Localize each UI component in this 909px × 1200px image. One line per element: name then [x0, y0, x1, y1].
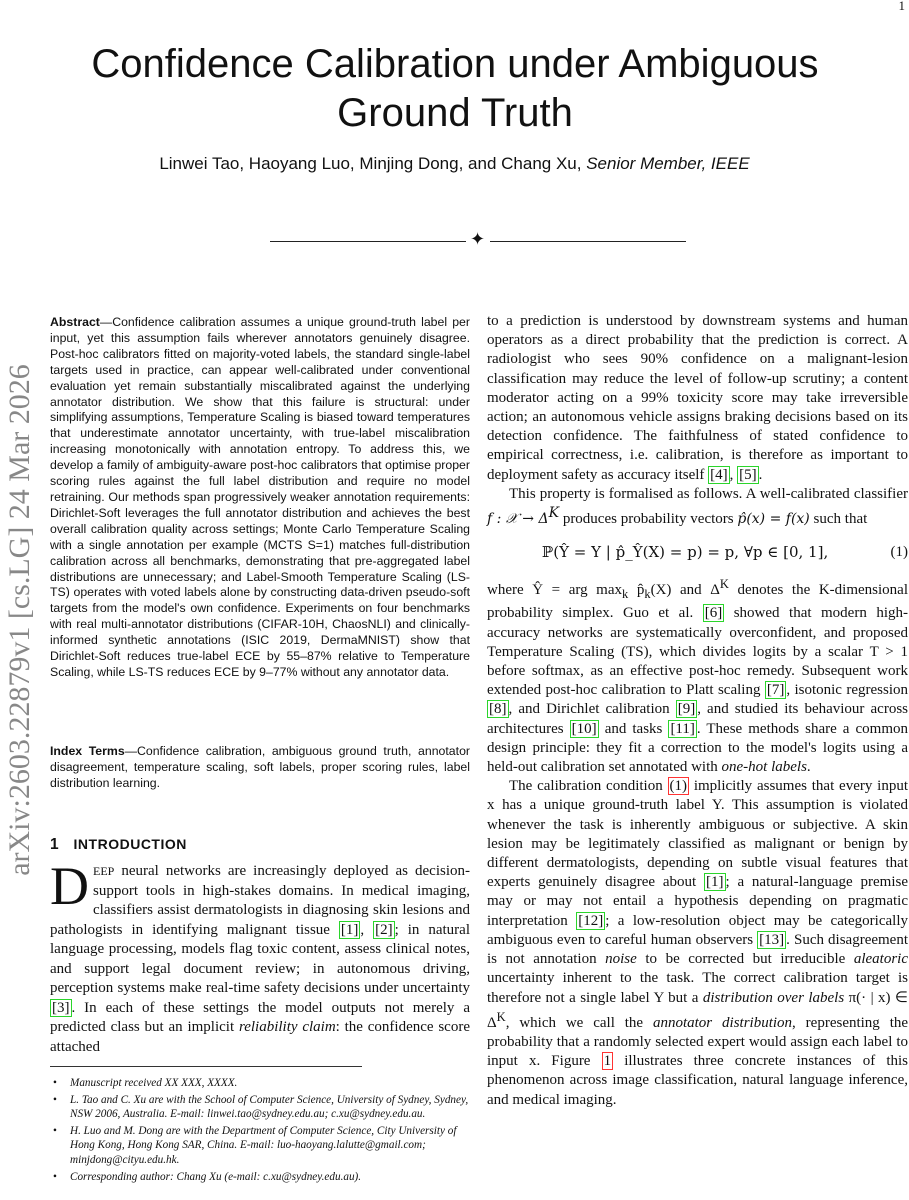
text: ; a low-resolution object may be categorically ambiguous even to careful human observers	[487, 912, 908, 948]
citation-link[interactable]: [4]	[710, 466, 728, 483]
arxiv-stamp: arXiv:2603.22879v1 [cs.LG] 24 Mar 2026	[3, 364, 36, 876]
emphasis: distribution over labels	[702, 989, 845, 1006]
ornament-rule-right	[490, 241, 686, 242]
page-number: 1	[898, 0, 905, 13]
text: ,	[729, 466, 738, 483]
text: .	[806, 759, 811, 776]
text: , which we call the	[505, 1014, 653, 1031]
text: , isotonic regression	[786, 682, 908, 699]
right-column	[487, 312, 908, 1110]
text: where Ŷ = arg max	[487, 582, 622, 599]
math: f : 𝒳 → Δ	[487, 511, 549, 528]
text: ; a natural-language premise may or may not entail a hypothesis depending on pragmatic interpretation	[487, 874, 909, 929]
citation-link[interactable]: [10]	[571, 720, 597, 737]
abstract-label: Abstract	[50, 315, 100, 329]
index-terms-text: —Confidence calibration, ambiguous ground truth, annotator disagreement, temperature scaling, soft labels, proper scoring rules, label distribution learning.	[50, 744, 470, 790]
emphasis: annotator distribution	[652, 1014, 793, 1031]
text: implicitly assumes that every input x has a unique ground-truth label Y. This assumption is violated whenever the task is inherently ambiguous or subjective. A skin lesion may be legitimately classified as malignant or benign by different dermatologists, depending on subtle visual features that experts genuinely disagree about	[487, 778, 908, 891]
text: , representing the probability that a randomly selected expert would assign each label to input x. Figure	[487, 1014, 909, 1070]
math: k	[622, 587, 629, 602]
text: . These methods share a common design principle: they fit a correction to the model's logits using a held-out calibration set annotated with	[487, 720, 908, 776]
citation-link[interactable]: [6]	[704, 605, 723, 622]
section-heading	[50, 836, 187, 854]
dropcap: D	[50, 856, 89, 916]
star-icon: ✦	[470, 229, 486, 250]
math: K	[496, 1009, 506, 1024]
math: p̂(x) = f(x)	[737, 511, 810, 528]
equation-number: (1)	[890, 544, 908, 561]
citation-link[interactable]: [7]	[766, 682, 785, 699]
citation-link[interactable]: [3]	[52, 999, 70, 1016]
equation-body: ℙ(Ŷ = Y | p̂_Ŷ(X) = p) = p, ∀p ∈ [0, 1],	[542, 543, 829, 562]
text: such that	[809, 511, 868, 528]
text: to a prediction is understood by downstream systems and human operators as a direct probability that the prediction is correct. A radiologist who sees 90% confidence on a malignant-lesion classification may reduce the level of follow-up scrutiny; a content moderator acting on a 99% toxicity score may take irreversible action; an autonomous vehicle assigns braking decisions based on its detection confidence. The faithfulness of stated confidence to empirical correctness, i.e. calibration, is therefore as important to deployment safety as accuracy itself	[487, 313, 908, 483]
intro-text-4: : the confidence score attached	[50, 1019, 470, 1055]
citation-link[interactable]: [11]	[670, 720, 695, 737]
text: π(· | x) ∈ Δ	[487, 989, 908, 1031]
citation-link[interactable]: [8]	[489, 701, 507, 718]
equation-ref-link[interactable]: (1)	[669, 778, 688, 795]
text: to be corrected but irreducible	[636, 951, 854, 968]
text: .	[758, 466, 763, 483]
section-number: 1	[50, 836, 60, 853]
footnote-rule	[50, 1066, 362, 1067]
footnote: • H. Luo and M. Dong are with the Department of Computer Science, City University of Hong Kong, Hong Kong SAR, China. E-mail: luo-haoyang.lalutte@gmail.com; minjdong@cityu.edu.hk.	[50, 1124, 470, 1168]
author-list	[0, 154, 909, 174]
paper-title: Confidence Calibration under Ambiguous Ground Truth	[91, 42, 819, 135]
emphasis: noise	[605, 951, 637, 968]
citation-link[interactable]: [12]	[578, 912, 604, 929]
paragraph	[487, 575, 908, 777]
text: (X) and Δ	[650, 582, 720, 599]
math: k	[644, 587, 651, 602]
index-terms	[50, 744, 470, 792]
citation-link[interactable]: [1]	[706, 874, 724, 891]
paragraph	[487, 777, 908, 1109]
emphasis: one-hot labels	[721, 759, 807, 776]
math: K	[719, 577, 729, 592]
author-role: Senior Member, IEEE	[586, 154, 750, 173]
citation-link[interactable]: [9]	[677, 701, 696, 718]
footnotes	[50, 1076, 470, 1186]
footnote: • Corresponding author: Chang Xu (e-mail: c.xu@sydney.edu.au).	[50, 1170, 470, 1185]
text: p̂	[628, 582, 645, 599]
abstract	[50, 315, 470, 681]
math: K	[548, 505, 560, 522]
intro-text-2: ; in natural language processing, models flag toxic content, assess clinical notes, and support legal document review; in autonomous driving, perception systems make real-time safety decisions under uncertainty	[50, 921, 470, 996]
text: produces probability vectors	[559, 511, 738, 528]
index-terms-label: Index Terms	[50, 744, 125, 758]
paragraph	[487, 312, 908, 485]
text: This property is formalised as follows. A well-calibrated classifier	[509, 485, 908, 502]
citation-link[interactable]: [2]	[375, 921, 393, 938]
section-title: INTRODUCTION	[73, 836, 187, 852]
intro-text-3: . In each of these settings the model outputs not merely a predicted class but an implicit	[50, 999, 470, 1035]
citation-link[interactable]: [1]	[340, 921, 359, 938]
title-ornament	[270, 231, 686, 251]
text: denotes the K-dimensional probability simplex. Guo et al.	[487, 582, 908, 622]
citation-link[interactable]: [13]	[759, 931, 785, 948]
figure-ref-link[interactable]: 1	[603, 1053, 612, 1070]
intro-sep: ,	[360, 921, 374, 938]
footnote: • L. Tao and C. Xu are with the School of Computer Science, University of Sydney, Sydney, NSW 2006, Australia. E-mail: linwei.tao@sydney.edu.au; c.xu@sydney.edu.au.	[50, 1093, 470, 1122]
paragraph	[487, 485, 908, 529]
abstract-text: —Confidence calibration assumes a unique ground-truth label per input, yet this assumption fails wherever annotators genuinely disagree. Post-hoc calibrators fitted on majority-voted labels, the standard single-label targets used in practice, can appear well-calibrated under conventional evaluation yet remain substantially miscalibrated against the underlying annotator distribution. We show that this failure is structural: under simplifying assumptions, Temperature Scaling is biased toward temperatures that underestimate annotator uncertainty, with true-label miscalibration increasing monotonically with annotation entropy. To address this, we develop a family of ambiguity-aware post-hoc calibrators that optimise proper scoring rules against the full label distribution and require no model retraining. Our methods span progressively weaker annotation requirements: Dirichlet-Soft leverages the full annotator distribution and achieves the best overall calibration quality across settings; Monte Carlo Temperature Scaling with a single annotation per example (MCTS S=1) matches full-distribution calibration across all benchmarks, demonstrating that pre-aggregated label distributions are unnecessary; and Label-Smooth Temperature Scaling (LS-TS) operates with voted labels alone by constructing data-driven pseudo-soft targets from the model's own confidence. Experiments on four benchmarks with real multi-annotator distributions (CIFAR-10H, ChaosNLI) and clinically-informed synthetic annotations (ISIC 2019, DermaMNIST) show that Dirichlet-Soft reduces true-label ECE by 55–87% relative to Temperature Scaling, while LS-TS reduces ECE by 9–77% without any annotator data.	[50, 315, 470, 679]
text: The calibration condition	[509, 778, 668, 795]
text: . Such disagreement is not annotation	[487, 931, 909, 968]
text: , and Dirichlet calibration	[508, 701, 676, 718]
emphasis: aleatoric	[853, 951, 908, 968]
text: , and studied its behaviour across architectures	[487, 701, 909, 737]
author-names: Linwei Tao, Haoyang Luo, Minjing Dong, and Chang Xu,	[159, 154, 582, 173]
equation-1	[487, 533, 908, 571]
text: showed that modern high-accuracy networks are systematically overconfident, and proposed Temperature Scaling (TS), which divides logits by a scalar T > 1 before softmax, as an effective post-hoc remedy. Subsequent work extended post-hoc calibration to Platt scaling	[487, 605, 908, 699]
text: illustrates three concrete instances of this phenomenon across image classification, natural language inference, and medical imaging.	[487, 1053, 909, 1108]
text: and tasks	[598, 720, 669, 737]
citation-link[interactable]: [5]	[739, 466, 757, 483]
text: uncertainty inherent to the task. The correct calibration target is therefore not a single label Y but a	[487, 970, 908, 1006]
intro-paragraph	[50, 856, 470, 1057]
ornament-rule-left	[270, 241, 466, 242]
footnote: • Manuscript received XX XXX, XXXX.	[50, 1076, 470, 1091]
intro-text-1: neural networks are increasingly deployed as decision-support tools in high-stakes domains. In medical imaging, classifiers assist dermatologists in diagnosing skin lesions and pathologists in identifying malignant tissue	[50, 863, 470, 938]
intro-emphasis: reliability claim	[238, 1019, 336, 1035]
intro-smallcaps: EEP	[93, 864, 115, 878]
